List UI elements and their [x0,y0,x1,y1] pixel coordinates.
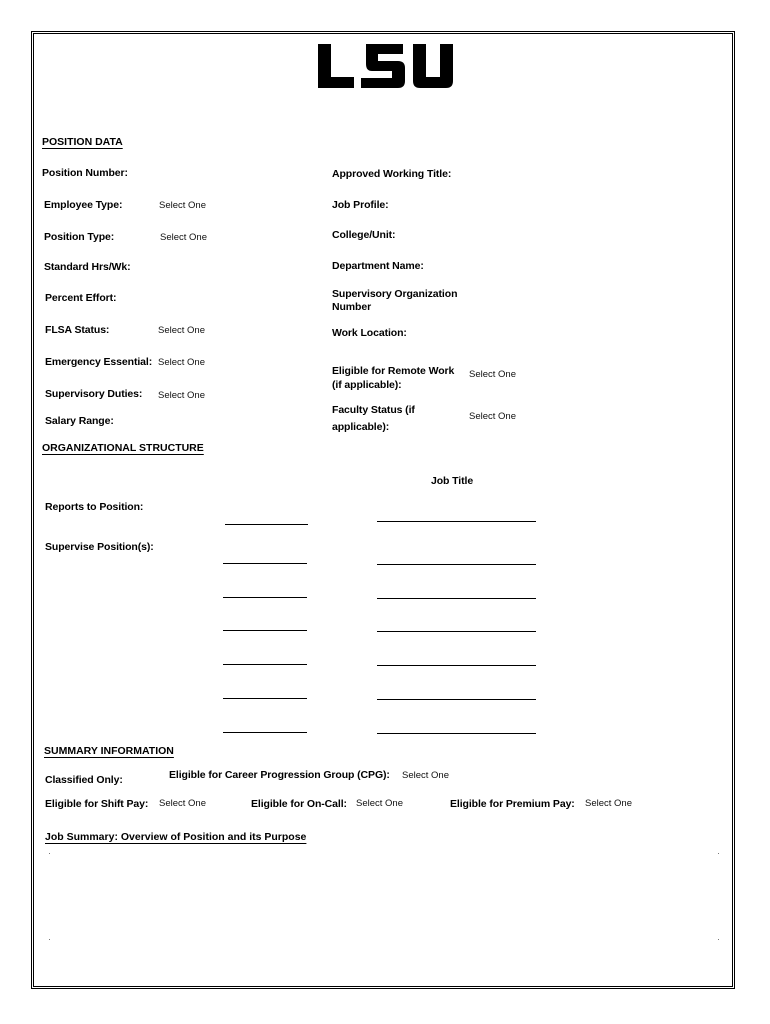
on-call-select[interactable]: Select One [356,798,403,809]
supervisory-duties-select[interactable]: Select One [158,390,205,401]
cpg-label: Eligible for Career Progression Group (CPG): [169,769,390,781]
supervise-position-field[interactable] [223,597,307,598]
reports-to-label: Reports to Position: [45,501,144,513]
field-corner-mark [718,853,719,854]
supervise-position-field[interactable] [223,698,307,699]
approved-working-title-label: Approved Working Title: [332,168,452,180]
supervise-position-field[interactable] [223,563,307,564]
reports-to-job-title-field[interactable] [377,521,536,522]
percent-effort-label: Percent Effort: [45,292,117,304]
job-title-column-header: Job Title [431,475,474,487]
supervise-job-title-field[interactable] [377,699,536,700]
emergency-essential-label: Emergency Essential: [45,356,153,368]
supervise-job-title-field[interactable] [377,598,536,599]
on-call-label: Eligible for On-Call: [251,798,347,810]
emergency-essential-select[interactable]: Select One [158,357,205,368]
field-corner-mark [49,853,50,854]
supervisory-org-label-line1: Supervisory Organization [332,288,458,300]
employee-type-label: Employee Type: [44,199,123,211]
position-number-label: Position Number: [42,167,128,179]
classified-only-label: Classified Only: [45,774,123,786]
college-unit-label: College/Unit: [332,229,396,241]
faculty-status-label-line2: applicable): [332,421,390,433]
supervise-position-field[interactable] [223,664,307,665]
supervise-job-title-field[interactable] [377,733,536,734]
supervise-positions-label: Supervise Position(s): [45,541,154,553]
job-summary-heading: Job Summary: Overview of Position and its Purpose [45,831,307,843]
department-name-label: Department Name: [332,260,424,272]
premium-pay-select[interactable]: Select One [585,798,632,809]
job-profile-label: Job Profile: [332,199,389,211]
flsa-status-label: FLSA Status: [45,324,110,336]
supervise-job-title-field[interactable] [377,564,536,565]
remote-work-label-line1: Eligible for Remote Work [332,365,455,377]
position-type-label: Position Type: [44,231,115,243]
shift-pay-select[interactable]: Select One [159,798,206,809]
supervise-position-field[interactable] [223,732,307,733]
shift-pay-label: Eligible for Shift Pay: [45,798,149,810]
flsa-status-select[interactable]: Select One [158,325,205,336]
org-structure-heading: ORGANIZATIONAL STRUCTURE [42,442,204,454]
premium-pay-label: Eligible for Premium Pay: [450,798,575,810]
supervise-job-title-field[interactable] [377,631,536,632]
supervisory-org-label-line2: Number [332,301,372,313]
faculty-status-select[interactable]: Select One [469,411,516,422]
lsu-logo [316,42,454,90]
remote-work-label-line2: (if applicable): [332,379,402,391]
supervise-job-title-field[interactable] [377,665,536,666]
job-summary-textarea[interactable] [45,850,725,950]
field-corner-mark [718,939,719,940]
position-type-select[interactable]: Select One [160,232,207,243]
salary-range-label: Salary Range: [45,415,114,427]
supervisory-duties-label: Supervisory Duties: [45,388,143,400]
position-data-heading: POSITION DATA [42,136,123,148]
work-location-label: Work Location: [332,327,407,339]
supervise-position-field[interactable] [223,630,307,631]
cpg-select[interactable]: Select One [402,770,449,781]
remote-work-select[interactable]: Select One [469,369,516,380]
faculty-status-label-line1: Faculty Status (if [332,404,415,416]
employee-type-select[interactable]: Select One [159,200,206,211]
standard-hrs-label: Standard Hrs/Wk: [44,261,131,273]
reports-to-position-field[interactable] [225,524,308,525]
summary-heading: SUMMARY INFORMATION [44,745,174,757]
field-corner-mark [49,939,50,940]
